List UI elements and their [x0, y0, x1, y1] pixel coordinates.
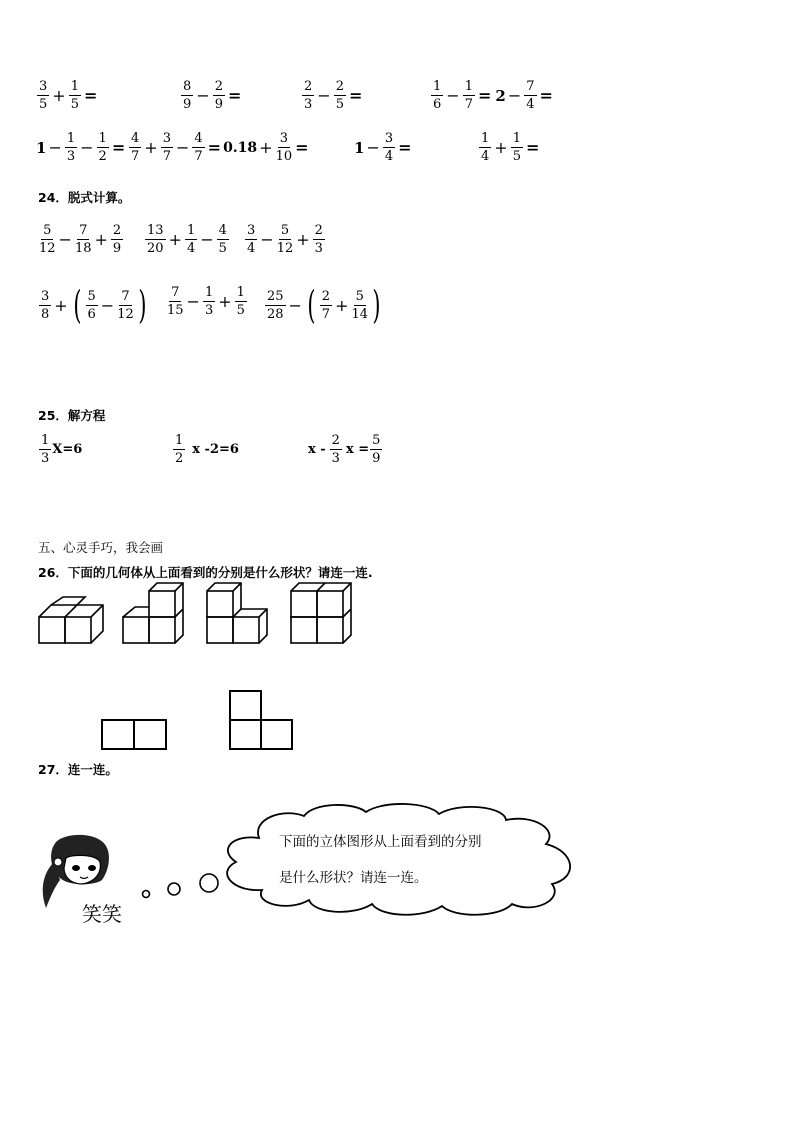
top-view-two-squares — [102, 720, 166, 749]
expr-row1-3: $\frac{2}{3}$ − $\frac{2}{5}$ = — [304, 79, 363, 112]
figure-4 — [291, 583, 351, 643]
section5-title: 五、心灵手巧，我会画 — [38, 540, 164, 555]
expr-row1-1: $\frac{3}{5}$ + $\frac{1}{5}$ = — [39, 79, 98, 112]
speech-cloud — [214, 800, 584, 916]
expr-row2-1: 1 − $\frac{1}{3}$ − $\frac{1}{2}$ = — [36, 131, 126, 164]
girl-name: 笑笑 — [82, 902, 122, 926]
figure-1 — [39, 597, 103, 643]
expr-row1-2: $\frac{8}{9}$ − $\frac{2}{9}$ = — [183, 79, 242, 112]
expr-row2-2: $\frac{4}{7}$ + $\frac{3}{7}$ − $\frac{4}{7}$ = 0.18 + $\frac{3}{10}$ = — [131, 131, 309, 164]
figure-3 — [207, 583, 267, 643]
q26-title: 26．下面的几何体从上面看到的分别是什么形状？请连一连. — [38, 565, 373, 580]
expr-row2-4: 1 − $\frac{3}{4}$ = — [354, 131, 412, 164]
fraction: $\frac{3}{5}$ — [39, 79, 48, 112]
top-view-l-shape — [230, 691, 292, 749]
q27-title: 27．连一连。 — [38, 762, 118, 777]
cloud-text-line1: 下面的立体图形从上面看到的分别 — [279, 834, 482, 850]
expr-row1-4: $\frac{1}{6}$ − $\frac{1}{7}$ = 2 − $\frac{7}{4}$ = — [433, 79, 553, 112]
q24-expr-2: $\frac{13}{20}$ + $\frac{1}{4}$ − $\frac{4}{5}$ — [147, 223, 227, 256]
q25-title: 25．解方程 — [38, 408, 106, 423]
block-figures — [30, 580, 370, 652]
thought-bubbles — [136, 868, 226, 904]
top-view-shapes — [95, 685, 300, 755]
expr-row2-5: $\frac{1}{4}$ + $\frac{1}{5}$ = — [481, 131, 540, 164]
q25-eq-3: x - $\frac{2}{3}$ x = $\frac{5}{9}$ — [308, 433, 381, 466]
q24-expr-5: $\frac{7}{15}$ − $\frac{1}{3}$ + $\frac{1}{5}$ — [167, 285, 245, 318]
q24-expr-6: $\frac{25}{28}$ − ( $\frac{2}{7}$ + $\frac{5}{14}$ ) — [267, 283, 381, 327]
fraction: $\frac{1}{5}$ — [70, 79, 79, 112]
cloud-text-line2: 是什么形状？请连一连。 — [279, 870, 428, 886]
q24-title: 24．脱式计算。 — [38, 190, 131, 205]
q24-expr-1: $\frac{5}{12}$ − $\frac{7}{18}$ + $\frac{2}{9}$ — [39, 223, 122, 256]
q25-eq-1: $\frac{1}{3}$ X=6 — [41, 433, 83, 466]
q24-expr-4: $\frac{3}{8}$ + ( $\frac{5}{6}$ − $\frac{7}{12}$ ) — [41, 283, 147, 327]
figure-2 — [123, 583, 183, 643]
q25-eq-2: $\frac{1}{2}$ x -2=6 — [175, 433, 239, 466]
q24-expr-3: $\frac{3}{4}$ − $\frac{5}{12}$ + $\frac{2}{3}$ — [247, 223, 323, 256]
